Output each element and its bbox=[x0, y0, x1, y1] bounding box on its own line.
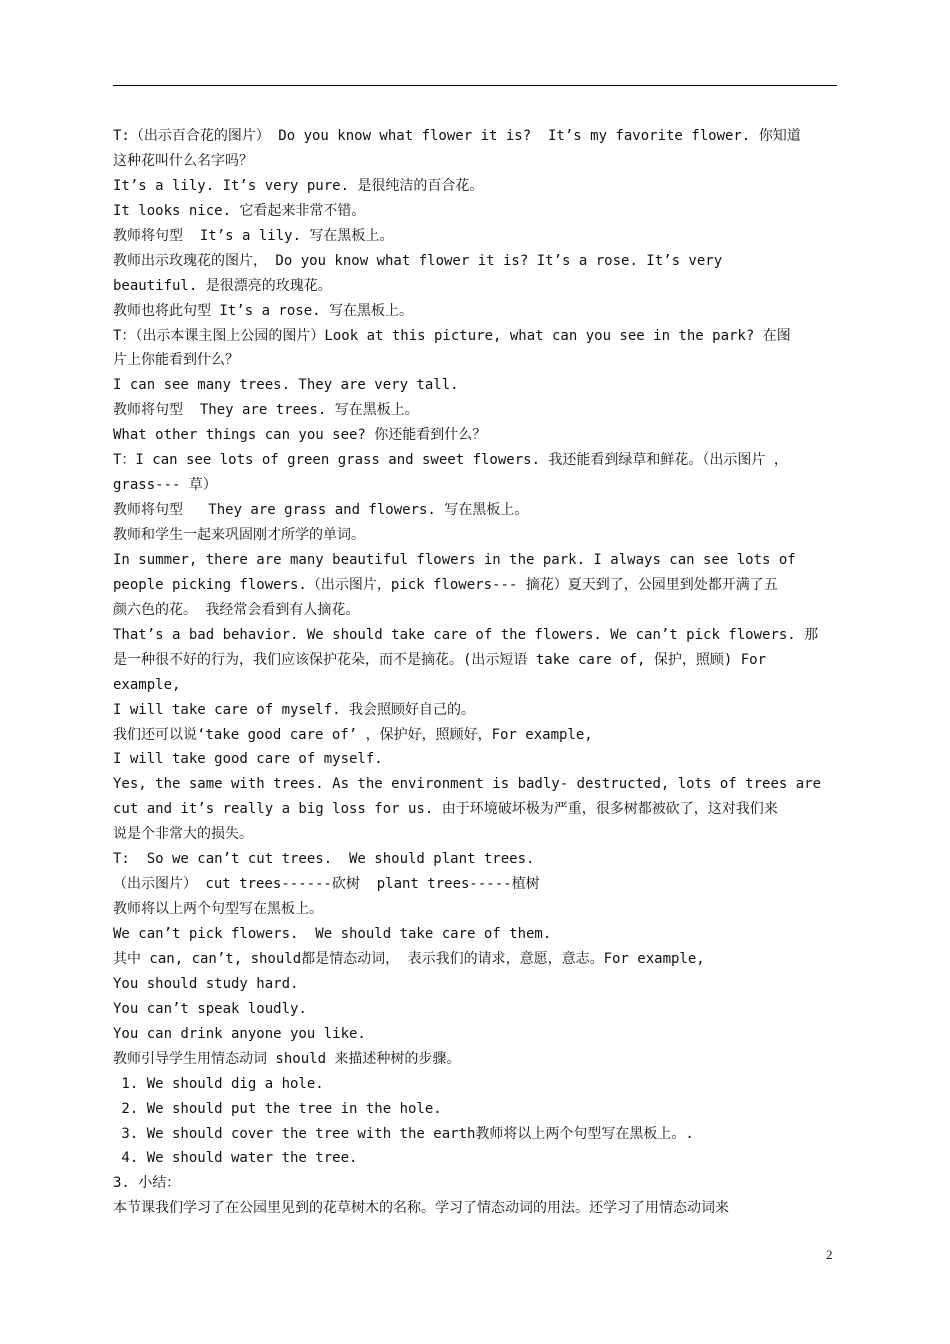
text-line: 教师将句型 It’s a lily. 写在黑板上。 bbox=[113, 227, 394, 244]
text-line: 教师出示玫瑰花的图片， Do you know what flower it is? It’s a rose. It’s very bbox=[113, 252, 723, 269]
text-line: cut and it’s really a big loss for us. 由于环境破坏极为严重，很多树都被砍了，这对我们来 bbox=[113, 801, 778, 818]
text-line: I will take good care of myself. bbox=[113, 751, 383, 768]
text-line: T: So we can’t cut trees. We should plant trees. bbox=[113, 851, 535, 868]
text-line: We can’t pick flowers. We should take care of them. bbox=[113, 926, 552, 942]
header-rule bbox=[113, 85, 837, 86]
text-line: 颜六色的花。 我经常会看到有人摘花。 bbox=[113, 601, 360, 618]
text-line: 4. We should water the tree. bbox=[113, 1150, 358, 1167]
text-line: 2. We should put the tree in the hole. bbox=[113, 1100, 442, 1117]
text-line: 说是个非常大的损失。 bbox=[113, 826, 253, 843]
text-line: It looks nice. 它看起来非常不错。 bbox=[113, 202, 366, 219]
text-line: Yes, the same with trees. As the environment is badly- destructed, lots of trees are bbox=[113, 776, 822, 793]
text-line: example, bbox=[113, 676, 181, 693]
page-number: 2 bbox=[826, 1247, 833, 1262]
text-line: 教师将以上两个句型写在黑板上。 bbox=[113, 901, 323, 918]
text-line: 其中 can, can’t, should都是情态动词， 表示我们的请求，意愿，意志。For example, bbox=[113, 950, 705, 967]
text-line: T：（出示本课主图上公园的图片）Look at this picture, what can you see in the park? 在图 bbox=[113, 327, 791, 344]
text-line: What other things can you see? 你还能看到什么？ bbox=[113, 427, 487, 444]
document-body bbox=[113, 124, 837, 1221]
text-line: T:（出示百合花的图片） Do you know what flower it is? It’s my favorite flower. 你知道 bbox=[113, 128, 801, 144]
text-line: 是一种很不好的行为，我们应该保护花朵，而不是摘花。(出示短语 take care of, 保护，照顾) For bbox=[113, 651, 767, 668]
text-line: 1. We should dig a hole. bbox=[113, 1075, 324, 1092]
text-line: people picking flowers.（出示图片，pick flowers--- 摘花）夏天到了，公园里到处都开满了五 bbox=[113, 576, 778, 593]
text-line: beautiful. 是很漂亮的玫瑰花。 bbox=[113, 277, 332, 294]
text-line: 教师和学生一起来巩固刚才所学的单词。 bbox=[113, 527, 365, 543]
text-line: 教师将句型 They are trees. 写在黑板上。 bbox=[113, 402, 419, 419]
text-line: 教师将句型 They are grass and flowers. 写在黑板上。 bbox=[113, 502, 529, 519]
text-line: In summer, there are many beautiful flowers in the park. I always can see lots of bbox=[113, 551, 796, 568]
text-line: 教师引导学生用情态动词 should 来描述种树的步骤。 bbox=[113, 1050, 461, 1067]
text-line: You should study hard. bbox=[113, 975, 299, 992]
text-line: 3. We should cover the tree with the earth教师将以上两个句型写在黑板上。. bbox=[113, 1125, 694, 1142]
text-line: 教师也将此句型 It’s a rose. 写在黑板上。 bbox=[113, 302, 414, 319]
text-line: T：I can see lots of green grass and sweet flowers. 我还能看到绿草和鲜花。（出示图片 ， bbox=[113, 452, 788, 469]
text-line: grass--- 草） bbox=[113, 477, 217, 494]
text-line: （出示图片） cut trees------砍树 plant trees-----植树 bbox=[113, 876, 540, 893]
text-line: You can drink anyone you like. bbox=[113, 1025, 366, 1042]
text-line: 我们还可以说‘take good care of’ ，保护好，照顾好，For example, bbox=[113, 726, 593, 743]
text-line: 3. 小结： bbox=[113, 1175, 181, 1192]
text-line: You can’t speak loudly. bbox=[113, 1000, 307, 1017]
text-line: 这种花叫什么名字吗？ bbox=[113, 152, 253, 169]
text-line: I will take care of myself. 我会照顾好自己的。 bbox=[113, 701, 476, 718]
text-line: I can see many trees. They are very tall. bbox=[113, 377, 459, 394]
text-line: 本节课我们学习了在公园里见到的花草树木的名称。学习了情态动词的用法。还学习了用情态动词来 bbox=[113, 1200, 729, 1217]
text-line: 片上你能看到什么？ bbox=[113, 352, 239, 369]
text-line: It’s a lily. It’s very pure. 是很纯洁的百合花。 bbox=[113, 177, 484, 194]
text-line: That’s a bad behavior. We should take care of the flowers. We can’t pick flowers. 那 bbox=[113, 626, 819, 643]
